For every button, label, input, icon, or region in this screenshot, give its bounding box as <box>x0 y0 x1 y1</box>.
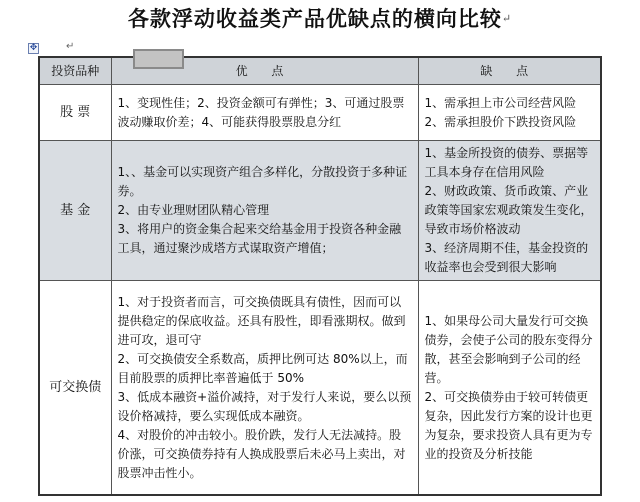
cons-item: 2、可交换债券由于较可转债更复杂，因此发行方案的设计也更为复杂，要求投资人具有更为专业的投资及分析技能 <box>424 389 593 461</box>
document-title-text: 各款浮动收益类产品优缺点的横向比较 <box>127 6 502 31</box>
row-pros-cell <box>111 85 418 141</box>
row-cons-cell <box>418 141 601 281</box>
table-row <box>39 85 601 141</box>
paragraph-mark: ↵ <box>501 12 513 25</box>
header-cons: 缺 点 <box>418 57 601 85</box>
comparison-table <box>38 56 602 496</box>
pros-item: 3、将用户的资金集合起来交给基金用于投资各种金融工具，通过聚沙成塔方式谋取资产增值； <box>117 222 402 255</box>
row-pros-cell <box>111 281 418 496</box>
row-cons-cell <box>418 281 601 496</box>
cons-item: 1、如果母公司大量发行可交换债券，会使子公司的股东变得分散，甚至会影响到子公司的经营。 <box>424 313 593 385</box>
table-row <box>39 141 601 281</box>
cons-item: 3、经济周期不佳，基金投资的收益率也会受到很大影响 <box>424 241 589 274</box>
paragraph-mark: ↵ <box>66 41 75 52</box>
header-pros: 优 点 <box>111 57 418 85</box>
row-pros-cell <box>111 141 418 281</box>
pros-item: 1、变现性佳；2、投资金额可有弹性；3、可通过股票波动赚取价差；4、可能获得股票股息分红 <box>117 95 405 129</box>
pros-item: 2、可交换债安全系数高，质押比例可达 80%以上，而目前股票的质押比率普遍低于 50% <box>117 351 408 385</box>
row-type-cell: 基 金 <box>39 141 111 281</box>
table-move-handle-icon[interactable]: ✥ <box>29 43 38 53</box>
pros-item: 1、对于投资者而言，可交换债既具有债性，因而可以提供稳定的保底收益。还具有股性，即看涨期权。做到进可攻，退可守 <box>117 294 406 347</box>
cons-item: 2、需承担股价下跌投资风险 <box>424 114 577 129</box>
document-title <box>0 4 640 34</box>
header-type: 投资品种 <box>39 57 111 85</box>
row-type-cell: 可交换债 <box>39 281 111 496</box>
cons-item: 2、财政政策、货币政策、产业政策等国家宏观政策发生变化，导致市场价格波动 <box>424 184 593 236</box>
pros-item: 4、对股价的冲击较小。股价跌，发行人无法减持。股价涨，可交换债券持有人换成股票后未必马上卖出，对股票冲击性小。 <box>117 427 406 480</box>
pros-item: 3、低成本融资+溢价减持，对于发行人来说，要么以预设价格减持，要么实现低成本融资。 <box>117 389 412 423</box>
table-header-row <box>39 57 601 85</box>
cons-item: 1、基金所投资的债券、票据等工具本身存在信用风险 <box>424 146 589 179</box>
row-type-cell: 股 票 <box>39 85 111 141</box>
pros-item: 2、由专业理财团队精心管理 <box>117 203 270 217</box>
pros-item: 1、、基金可以实现资产组合多样化，分散投资于多种证券。 <box>117 165 408 198</box>
selection-box <box>133 49 184 69</box>
row-cons-cell <box>418 85 601 141</box>
table-row <box>39 281 601 496</box>
cons-item: 1、需承担上市公司经营风险 <box>424 95 577 110</box>
